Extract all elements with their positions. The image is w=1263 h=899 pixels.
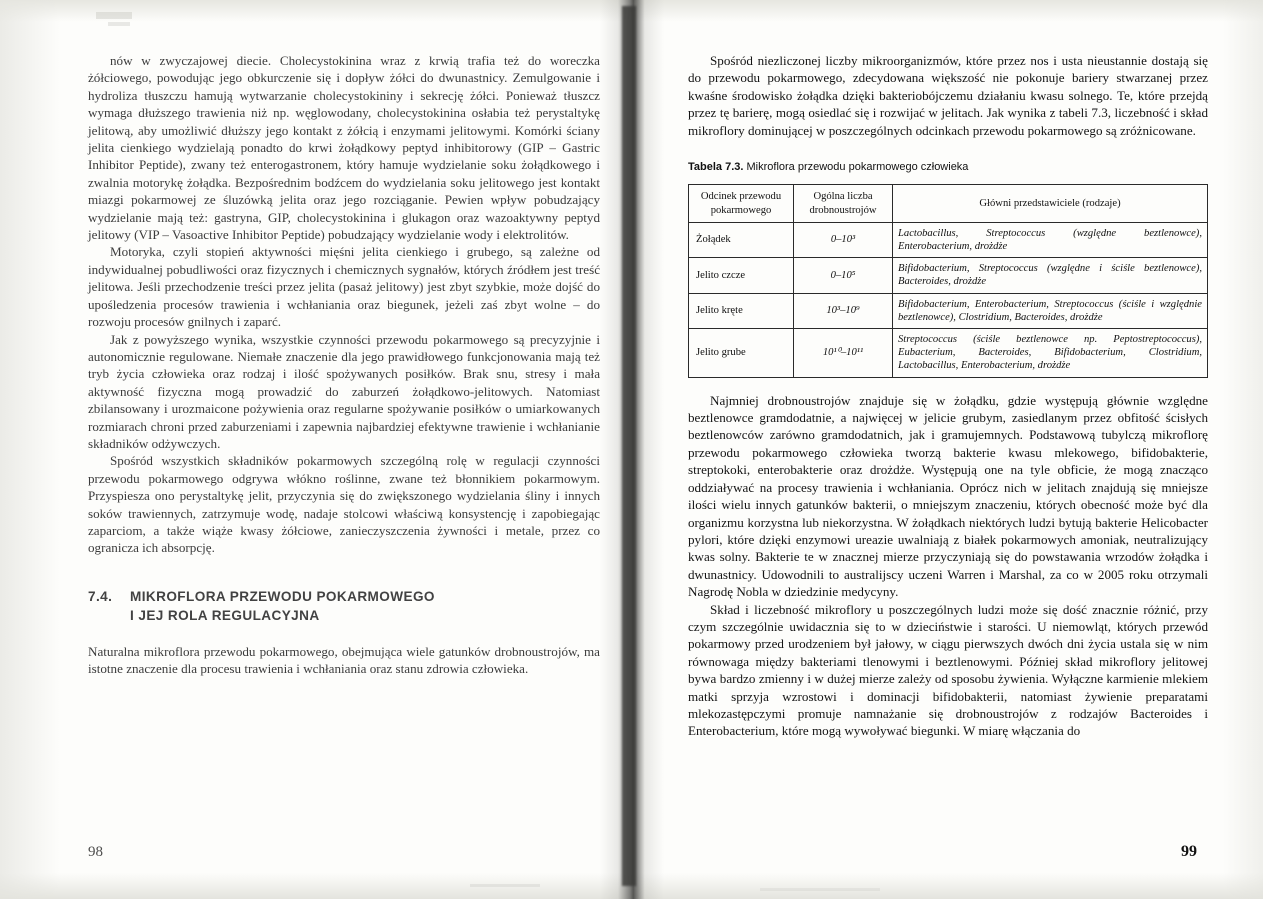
paragraph: Najmniej drobnoustrojów znajduje się w żołądku, gdzie występują głównie względne beztlenowce gramdodatnie, a najwięcej w jelicie grubym, zasiedlanym przez obfitość ścisłych beztlenowców zarówno gramdodatnich, jak i gramujemnych. Podstawową tubylczą mikroflorę przewodu pokarmowego człowieka tworzą bakterie kwasu mlekowego, bifidobakterie, streptokoki, enterobakterie oraz drożdże. Występują one na tyle obficie, że mogą znacząco oddziaływać na procesy trawienia i wchłaniania. Oprócz nich w jelitach znajdują się mniejsze ilości wielu innych gatunków bakterii, o mniejszym znaczeniu, których obecność może być dla organizmu korzystna lub niekorzystna. W żołądkach niektórych ludzi bytują bakterie Helicobacter pylori, które dzięki enzymowi ureazie uwalniają z białek pokarmowych amoniak, neutralizujący kwas solny. Bakterie te w znacznej mierze przyczyniają się do powstawania wrzodów żołądka i dwunastnicy. Udowodnili to australijscy uczeni Warren i Marshal, za co w 2005 roku otrzymali Nagrodę Nobla w dziedzinie medycyny. (688, 392, 1208, 600)
cell-count: 0–10⁵ (794, 258, 893, 293)
cell-count: 10³–10⁹ (794, 293, 893, 328)
section-intro-paragraph: Naturalna mikroflora przewodu pokarmowego, obejmująca wiele gatunków drobnoustrojów, ma istotne znaczenie dla procesu trawienia i wchłaniania oraz stanu zdrowia człowieka. (88, 643, 600, 677)
table-row (689, 293, 1208, 328)
cell-representatives: Streptococcus (ściśle beztlenowce np. Peptostreptococcus), Eubacterium, Bacteroides, Bifidobacterium, Clostridium, Lactobacillus, Enterobacterium, drożdże (893, 329, 1208, 378)
table-row (689, 258, 1208, 293)
paragraph: nów w zwyczajowej diecie. Cholecystokinina wraz z krwią trafia też do woreczka żółciowego, powodując jego obkurczenie się i dopływ żółci do dwunastnicy. Zemulgowanie i hydroliza tłuszczu hamują wytwarzanie cholecystokininy i sekrecję żółci. Ponieważ tłuszcz wymaga dłuższego trawienia niż np. węglowodany, cholecystokinina osłabia też perystaltykę jelitową, aby umożliwić dłuższy jego kontakt z żółcią i enzymami jelitowymi. Komórki ściany jelita cienkiego wydzielają ponadto do krwi żołądkowy peptyd inhibitorowy (GIP – Gastric Inhibitor Peptide), zwany też enterogastronem, który hamuje wydzielanie soku żołądkowego i zwalnia motorykę żołądka. Bezpośrednim bodźcem do wydzielania soku jelitowego jest kontakt miazgi pokarmowej ze śluzówką jelita oraz jego rozciąganie. Pewien wpływ pobudzający wydzielanie mają też: gastryna, GIP, cholecystokinina i glukagon oraz wazoaktywny peptyd jelitowy (VIP – Vasoactive Inhibitor Peptide) pobudzający wydzielanie wody i elektrolitów. (88, 53, 600, 243)
cell-segment: Żołądek (689, 222, 794, 257)
table-header-representatives: Główni przedstawiciele (rodzaje) (893, 185, 1208, 222)
cell-count: 10¹⁰–10¹¹ (794, 329, 893, 378)
section-title-line-2: I JEJ ROLA REGULACYJNA (130, 607, 320, 623)
cell-count: 0–10³ (794, 222, 893, 257)
paragraph: Spośród niezliczonej liczby mikroorganizmów, które przez nos i usta nieustannie dostają się do przewodu pokarmowego, zdecydowana większość nie pokonuje bariery stwarzanej przez kwaśne środowisko żołądka dzięki bakteriobójczemu działaniu kwasu solnego. Te, które przejdą przez tę barierę, mogą osiedlać się i rozwijać w jelitach. Jak wynika z tabeli 7.3, liczebność i skład mikroflory dominującej w poszczególnych odcinkach przewodu pokarmowego są zróżnicowane. (688, 53, 1208, 138)
table-row (689, 329, 1208, 378)
table-row (689, 222, 1208, 257)
paragraph: Motoryka, czyli stopień aktywności mięśni jelita cienkiego i grubego, są zależne od indywidualnej pobudliwości oraz fizycznych i chemicznych sygnałów, których źródłem jest treść jelitowa. Jeśli przechodzenie treści przez jelita (pasaż jelitowy) jest zbyt szybkie, może dojść do upośledzenia procesów trawienia i wchłaniania oraz biegunek, jeżeli zaś zbyt wolne – do rozwoju procesów gnilnych i zaparć. (88, 244, 600, 330)
microflora-table (688, 184, 1208, 377)
right-page (648, 0, 1263, 899)
page-number-left: 98 (88, 844, 103, 860)
table-header-segment: Odcinek przewodu pokarmowego (689, 185, 794, 222)
section-number: 7.4. (88, 588, 113, 604)
book-spine-shadow (622, 6, 636, 886)
paragraph: Spośród wszystkich składników pokarmowych szczególną rolę w regulacji czynności przewodu pokarmowego odgrywa włókno roślinne, zwane też błonnikiem pokarmowym. Przyspiesza ono perystaltykę jelit, przyczynia się do zwiększonego wydzielania śliny i innych soków trawiennych, zatrzymuje wodę, nadaje stolcowi właściwą konsystencję i zapobiegając zaparciom, a także wiąże kwasy żółciowe, zanieczyszczenia żywności i metale, przez co ogranicza ich absorpcję. (88, 453, 600, 556)
section-title-line-1: MIKROFLORA PRZEWODU POKARMOWEGO (130, 588, 435, 604)
table-caption (688, 159, 1208, 176)
cell-segment: Jelito grube (689, 329, 794, 378)
page-number-right: 99 (1181, 843, 1197, 860)
cell-representatives: Lactobacillus, Streptococcus (względne beztlenowce), Enterobacterium, drożdże (893, 222, 1208, 257)
left-page-text-column (88, 52, 600, 678)
cell-representatives: Bifidobacterium, Enterobacterium, Streptococcus (ściśle i względnie beztlenowce), Clostridium, Bacteroides, drożdże (893, 293, 1208, 328)
cell-segment: Jelito kręte (689, 293, 794, 328)
table-caption-text: Mikroflora przewodu pokarmowego człowieka (746, 161, 969, 174)
table-caption-label: Tabela 7.3. (688, 161, 744, 174)
table-header-count: Ogólna liczba drobnoustrojów (794, 185, 893, 222)
paragraph: Jak z powyższego wynika, wszystkie czynności przewodu pokarmowego są precyzyjnie i autonomicznie regulowane. Niemałe znaczenie dla jego prawidłowego funkcjonowania mają też tryb życia człowieka oraz rodzaj i ilość spożywanych posiłków. Brak snu, stresy i mała aktywność fizyczna mogą prowadzić do zaburzeń żołądkowo-jelitowych. Natomiast zbilansowany i urozmaicone pożywienia oraz regularne spożywanie posiłków o umiarkowanych rozmiarach chroni przed zaburzeniami i zapewnia najbardziej efektywne trawienie i wchłanianie składników odżywczych. (88, 331, 600, 451)
cell-representatives: Bifidobacterium, Streptococcus (względne i ściśle beztlenowce), Bacteroides, drożdże (893, 258, 1208, 293)
table-header-row (689, 185, 1208, 222)
right-page-text-column (688, 52, 1208, 740)
cell-segment: Jelito czcze (689, 258, 794, 293)
paragraph: Skład i liczebność mikroflory u poszczególnych ludzi może się dość znacznie różnić, przy czym szczególnie uwidacznia się to w dzieciństwie i starości. U niemowląt, których przewód pokarmowy przed urodzeniem był jałowy, w ciągu pierwszych dwóch dni życia ustala się w nim równowaga między bakteriami tlenowymi i beztlenowymi. Później skład mikroflory jelitowej bywa bardzo zmienny i w dużej mierze zależy od sposobu żywienia. Wyłączne karmienie mlekiem matki sprzyja wzrostowi i dominacji bifidobakterii, natomiast żywienie preparatami mlekozastępczymi promuje namnażanie się drobnoustrojów z rodzajów Bacteroides i Enterobacterium, które mogą wywoływać biegunki. W miarę włączania do (688, 601, 1208, 739)
section-heading (88, 587, 600, 625)
left-page (0, 0, 612, 899)
